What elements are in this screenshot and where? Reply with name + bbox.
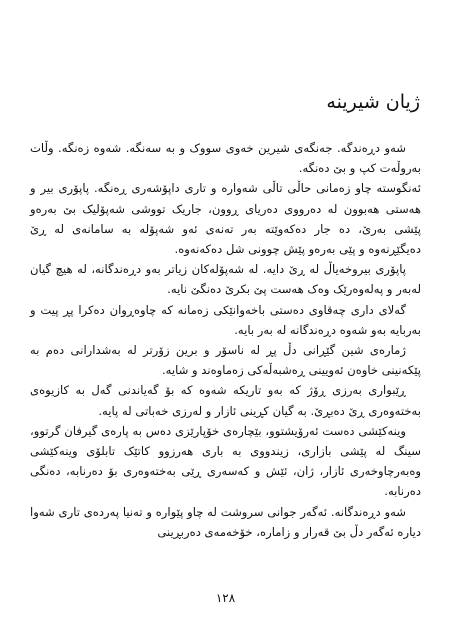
paragraph: شەو دڕەندگانە. ئەگەر جوانی سروشت لە چاو پێوارە و تەنیا پەردەی تاری شەوا دیارە ئەگەر دڵ بێ قەرار و زامارە، خۆخەمەی دەربڕینی [30, 504, 421, 539]
body-text [30, 138, 421, 542]
paragraph: پاپۆری بیروخەیاڵ لە ڕێ دایە. لە شەپۆلەکان زیاتر بەو دڕەندگانە، لە هیچ گیان لەبەر و پەلەوەرێک وەک هەست پێ بکرێ دەنگێ نایە. [30, 262, 421, 297]
chapter-title: ژیان شیرینە [326, 91, 420, 113]
paragraph: گەلای داری چەقاوی دەستی باخەوانێکی زەمانە کە چاوەڕوان دەکرا پڕ پیت و بەربایە بەو شەوە دڕەندگانە لە بەر بایە. [30, 302, 421, 337]
paragraph: ڕێبواری بەرزی ڕۆژ کە بەو تاریکە شەوە کە بۆ گەیاندنی گەل بە کازیوەی بەختەوەری ڕێ دەبڕێ. بە گیان کڕینی ئازار و لەرزی خەباتی لە پایە. [30, 383, 421, 418]
paragraph: شەو دڕەندگە. جەنگەی شیرین خەوی سووک و بە سەنگە. شەوە زەنگە. وڵات بەروڵەت کپ و بێ دەنگە. [30, 141, 421, 176]
paragraph: ئەنگوستە چاو زەمانی حاڵی تاڵی شەوارە و تاری داپۆشەری ڕەنگە. پاپۆری بیر و هەستی هەبوون لە دەرووی دەریای ڕوون، جاریک تووشی شەپۆلیک بێ بەرەو پێشی بەرێ، دە جار دەکەوێتە بەر تەنەی ئەو شەپۆلە بە سامانەی لە ڕێ دەیگێڕنەوە و پێی بەرەو پێش چوونی شل دەکەنەوە. [30, 181, 421, 257]
paragraph: وینەکێشی دەست ئەرۆیشتوو، بێچارەی خۆپارێزی دەس بە پارەی گیرفان گرتوو، سینگ لە پێشی بازاری، زیندووی بە باری هەرزوو کاتێک تابلۆی وینەکێشی وەبەرچاوخەری ئازار، ژان، ئێش و کەسەری ڕێی بەختەوەری بۆ دەرنابە، دەنگی دەرنابە. [30, 423, 421, 499]
paragraph: ژمارەی شین گێڕانی دڵ پڕ لە ناسۆر و برین زۆرتر لە بەشدارانی دەم بە پێکەنینی خاوەن ئەویینی ڕەشبەڵەکی زەماوەند و شایە. [30, 343, 421, 378]
page-number: ١٢٨ [215, 591, 236, 605]
